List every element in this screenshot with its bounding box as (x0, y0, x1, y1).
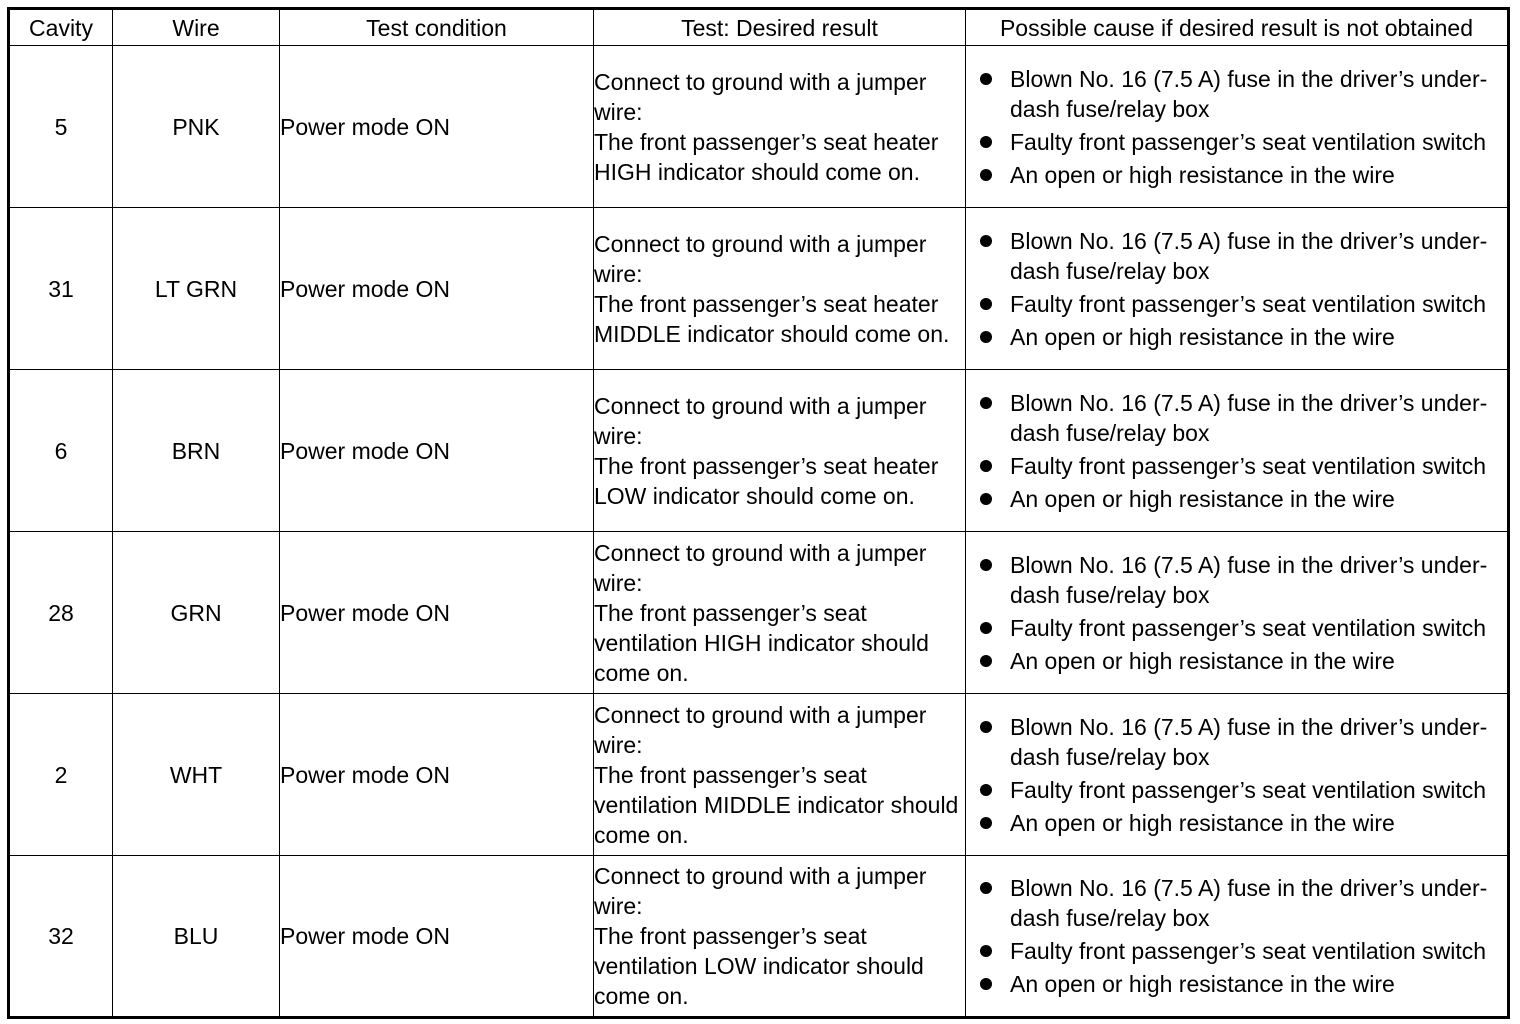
cause-item (966, 550, 1507, 610)
cause-text: Faulty front passenger’s seat ventilation switch (1010, 452, 1487, 479)
result-expectation: The front passenger’s seat heater MIDDLE indicator should come on. (594, 290, 950, 347)
cause-list (966, 712, 1507, 838)
wire-cell: PNK (113, 46, 280, 208)
result-expectation: The front passenger’s seat heater LOW indicator should come on. (594, 452, 939, 509)
wire-cell: BRN (113, 370, 280, 532)
cause-item (966, 646, 1507, 676)
bullet-icon (980, 73, 992, 85)
desired-result-cell (594, 532, 966, 694)
desired-result-cell (594, 208, 966, 370)
cause-item (966, 873, 1507, 933)
cause-list (966, 226, 1507, 352)
cause-list (966, 388, 1507, 514)
cavity-cell: 32 (9, 856, 113, 1018)
cause-item (966, 484, 1507, 514)
cause-text: Blown No. 16 (7.5 A) fuse in the driver’s under-dash fuse/relay box (1010, 227, 1488, 284)
bullet-icon (980, 817, 992, 829)
cavity-cell: 5 (9, 46, 113, 208)
test-condition-cell: Power mode ON (280, 532, 594, 694)
result-instruction: Connect to ground with a jumper wire: (594, 863, 927, 919)
cause-text: Faulty front passenger’s seat ventilation switch (1010, 776, 1487, 803)
result-instruction: Connect to ground with a jumper wire: (594, 68, 927, 125)
bullet-icon (980, 397, 992, 409)
bullet-icon (980, 655, 992, 667)
result-instruction: Connect to ground with a jumper wire: (594, 701, 927, 758)
wire-cell: GRN (113, 532, 280, 694)
possible-cause-cell (966, 46, 1509, 208)
desired-result-cell (594, 370, 966, 532)
cause-text: An open or high resistance in the wire (1010, 323, 1395, 350)
test-condition-cell: Power mode ON (280, 46, 594, 208)
connector-test-table (7, 7, 1510, 1019)
cause-text: Faulty front passenger’s seat ventilation switch (1010, 938, 1487, 964)
test-condition-cell: Power mode ON (280, 208, 594, 370)
cause-item (966, 936, 1507, 966)
bullet-icon (980, 945, 992, 957)
bullet-icon (980, 136, 992, 148)
table-row (9, 856, 1509, 1018)
cavity-cell: 28 (9, 532, 113, 694)
wire-cell: BLU (113, 856, 280, 1018)
table-row (9, 694, 1509, 856)
cause-item (966, 160, 1507, 190)
cause-list (966, 873, 1507, 999)
bullet-icon (980, 493, 992, 505)
bullet-icon (980, 622, 992, 634)
cavity-cell: 2 (9, 694, 113, 856)
possible-cause-cell (966, 856, 1509, 1018)
test-condition-cell: Power mode ON (280, 856, 594, 1018)
header-desired-result: Test: Desired result (594, 9, 966, 46)
bullet-icon (980, 978, 992, 990)
bullet-icon (980, 882, 992, 894)
cause-item (966, 712, 1507, 772)
cause-list (966, 64, 1507, 190)
result-expectation: The front passenger’s seat ventilation HIGH indicator should come on. (594, 599, 929, 686)
cause-item (966, 451, 1507, 481)
bullet-icon (980, 784, 992, 796)
bullet-icon (980, 331, 992, 343)
header-possible-cause: Possible cause if desired result is not obtained (966, 9, 1509, 46)
bullet-icon (980, 235, 992, 247)
cause-item (966, 127, 1507, 157)
bullet-icon (980, 298, 992, 310)
result-expectation: The front passenger’s seat ventilation MIDDLE indicator should come on. (594, 761, 959, 848)
result-instruction: Connect to ground with a jumper wire: (594, 392, 927, 449)
cause-text: An open or high resistance in the wire (1010, 647, 1395, 674)
cause-item (966, 289, 1507, 319)
result-expectation: The front passenger’s seat ventilation LOW indicator should come on. (594, 923, 924, 1009)
bullet-icon (980, 169, 992, 181)
result-instruction: Connect to ground with a jumper wire: (594, 230, 927, 287)
cavity-cell: 6 (9, 370, 113, 532)
cause-text: Faulty front passenger’s seat ventilation switch (1010, 290, 1487, 317)
cause-item (966, 808, 1507, 838)
header-wire: Wire (113, 9, 280, 46)
test-condition-cell: Power mode ON (280, 370, 594, 532)
cause-item (966, 64, 1507, 124)
header-cavity: Cavity (9, 9, 113, 46)
cause-item (966, 613, 1507, 643)
header-test-condition: Test condition (280, 9, 594, 46)
table-row (9, 370, 1509, 532)
cause-text: Faulty front passenger’s seat ventilation switch (1010, 614, 1487, 641)
cause-item (966, 969, 1507, 999)
table-row (9, 532, 1509, 694)
desired-result-cell (594, 46, 966, 208)
desired-result-cell (594, 694, 966, 856)
possible-cause-cell (966, 694, 1509, 856)
table-row (9, 46, 1509, 208)
cause-item (966, 388, 1507, 448)
bullet-icon (980, 721, 992, 733)
bullet-icon (980, 559, 992, 571)
cause-text: An open or high resistance in the wire (1010, 809, 1395, 836)
header-row (9, 9, 1509, 46)
cause-text: Blown No. 16 (7.5 A) fuse in the driver’s under-dash fuse/relay box (1010, 875, 1488, 931)
cause-text: An open or high resistance in the wire (1010, 485, 1395, 512)
cause-text: An open or high resistance in the wire (1010, 971, 1395, 997)
wire-cell: WHT (113, 694, 280, 856)
cause-text: Faulty front passenger’s seat ventilation switch (1010, 128, 1487, 155)
possible-cause-cell (966, 532, 1509, 694)
cause-text: Blown No. 16 (7.5 A) fuse in the driver’s under-dash fuse/relay box (1010, 713, 1488, 770)
possible-cause-cell (966, 370, 1509, 532)
cavity-cell: 31 (9, 208, 113, 370)
cause-item (966, 775, 1507, 805)
wire-cell: LT GRN (113, 208, 280, 370)
cause-item (966, 322, 1507, 352)
table-row (9, 208, 1509, 370)
cause-text: Blown No. 16 (7.5 A) fuse in the driver’s under-dash fuse/relay box (1010, 389, 1488, 446)
cause-text: Blown No. 16 (7.5 A) fuse in the driver’s under-dash fuse/relay box (1010, 551, 1488, 608)
possible-cause-cell (966, 208, 1509, 370)
desired-result-cell (594, 856, 966, 1018)
result-expectation: The front passenger’s seat heater HIGH indicator should come on. (594, 128, 939, 185)
test-condition-cell: Power mode ON (280, 694, 594, 856)
cause-item (966, 226, 1507, 286)
cause-list (966, 550, 1507, 676)
cause-text: Blown No. 16 (7.5 A) fuse in the driver’s under-dash fuse/relay box (1010, 65, 1488, 122)
cause-text: An open or high resistance in the wire (1010, 161, 1395, 188)
result-instruction: Connect to ground with a jumper wire: (594, 539, 927, 596)
bullet-icon (980, 460, 992, 472)
